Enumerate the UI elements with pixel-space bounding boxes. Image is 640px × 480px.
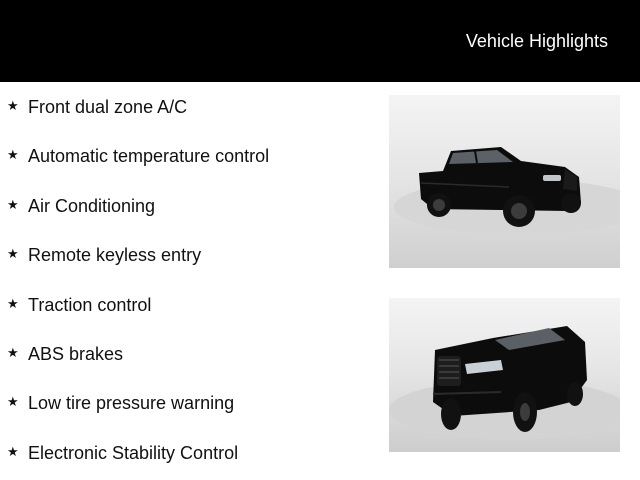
feature-item (0, 133, 380, 182)
star-icon: ★ (7, 147, 19, 163)
vehicle-photo-front[interactable] (389, 298, 620, 452)
star-icon: ★ (7, 246, 19, 262)
feature-label: Front dual zone A/C (28, 97, 188, 117)
feature-item (0, 84, 380, 133)
feature-item (0, 282, 380, 331)
feature-item (0, 183, 380, 232)
feature-list (0, 84, 380, 479)
feature-item (0, 331, 380, 380)
page-header (0, 0, 640, 82)
feature-label: Air Conditioning (28, 195, 156, 216)
feature-item (0, 380, 380, 429)
feature-label: Traction control (28, 294, 152, 315)
feature-label: Remote keyless entry (28, 245, 202, 266)
feature-label: ABS brakes (28, 343, 124, 364)
truck-side-image (389, 95, 620, 268)
star-icon: ★ (7, 344, 19, 360)
truck-front-image (389, 298, 620, 452)
star-icon: ★ (7, 98, 19, 113)
star-icon: ★ (7, 394, 19, 410)
feature-label: Automatic temperature control (28, 146, 270, 167)
feature-label: Electronic Stability Control (28, 442, 239, 463)
star-icon: ★ (7, 295, 19, 311)
feature-item (0, 232, 380, 281)
vehicle-photo-side[interactable] (389, 95, 620, 268)
feature-label: Low tire pressure warning (28, 393, 235, 414)
header-title: Vehicle Highlights (465, 31, 608, 51)
feature-item (0, 430, 380, 479)
star-icon: ★ (7, 443, 19, 459)
star-icon: ★ (7, 196, 19, 212)
